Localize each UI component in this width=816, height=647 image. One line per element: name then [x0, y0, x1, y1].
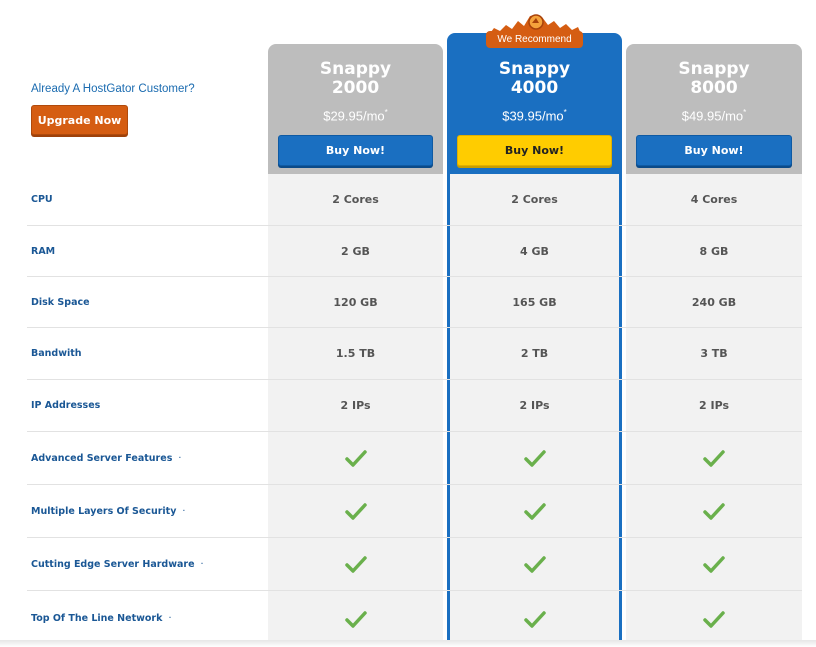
row-label-text: Cutting Edge Server Hardware: [31, 558, 195, 570]
info-icon[interactable]: ·: [178, 452, 182, 464]
plan-header-snappy-8000: [626, 44, 802, 174]
info-icon[interactable]: ·: [168, 613, 172, 624]
row-label-text: Top Of The Line Network: [31, 613, 163, 624]
plan-header-snappy-4000: [447, 33, 622, 174]
row-label-text: Bandwith: [31, 348, 82, 359]
check-icon: [345, 449, 367, 467]
check-icon: [524, 610, 546, 628]
plan-name-line2: 8000: [690, 78, 738, 98]
table-cell: 4 Cores: [690, 193, 738, 206]
row-label-text: Advanced Server Features: [31, 452, 173, 464]
table-row: [27, 485, 802, 538]
row-label: [31, 277, 90, 327]
check-icon: [524, 449, 546, 467]
table-cell: [447, 432, 622, 484]
table-cell: [268, 432, 443, 484]
row-label-text: Disk Space: [31, 296, 90, 308]
row-label: [31, 432, 181, 484]
price-asterisk: *: [563, 108, 567, 117]
check-icon: [703, 555, 725, 573]
table-cell: 8 GB: [699, 244, 729, 258]
table-cell: 2 Cores: [511, 193, 558, 206]
page-bottom-divider: [0, 640, 816, 647]
info-icon[interactable]: ·: [182, 505, 186, 517]
table-cell: 2 IPs: [699, 399, 729, 412]
table-cell: [268, 485, 443, 537]
table-cell: [447, 591, 622, 646]
plan-price: [626, 108, 802, 123]
table-cell: 2 IPs: [340, 399, 371, 412]
plan-name-line1: Snappy: [678, 59, 750, 79]
check-icon: [703, 449, 725, 467]
check-icon: [703, 610, 725, 628]
customer-prompt[interactable]: Already A HostGator Customer?: [31, 83, 195, 95]
table-row: [27, 328, 802, 380]
buy-now-button[interactable]: Buy Now!: [636, 135, 792, 166]
recommend-badge: [484, 12, 585, 48]
price-value: $49.95/mo: [681, 108, 744, 124]
row-label: [31, 174, 53, 225]
table-cell: 2 TB: [520, 347, 549, 360]
check-icon: [524, 502, 546, 520]
row-label-text: RAM: [31, 245, 56, 257]
table-cell: [447, 538, 622, 590]
table-cell: 1.5 TB: [335, 347, 376, 360]
check-icon: [524, 555, 546, 573]
check-icon: [345, 502, 367, 520]
check-icon: [345, 555, 367, 573]
table-cell: 165 GB: [512, 295, 557, 309]
plan-name-line2: 2000: [331, 78, 380, 98]
table-row: [27, 174, 802, 226]
we-recommend-label: We Recommend: [486, 31, 583, 48]
table-cell: 2 Cores: [332, 193, 379, 206]
row-label: [31, 328, 82, 379]
price-value: $39.95/mo: [502, 108, 564, 124]
table-cell: [626, 538, 802, 590]
plan-name: [268, 60, 443, 98]
table-row: [27, 380, 802, 432]
plan-header-snappy-2000: [268, 44, 443, 174]
upgrade-now-button[interactable]: Upgrade Now: [31, 105, 128, 135]
plan-price: [447, 108, 622, 123]
row-label: [31, 538, 204, 590]
table-cell: 240 GB: [691, 295, 737, 309]
table-cell: [626, 432, 802, 484]
table-row: [27, 277, 802, 328]
check-icon: [345, 610, 367, 628]
info-icon[interactable]: ·: [200, 558, 204, 570]
table-cell: 4 GB: [520, 244, 549, 258]
buy-now-button[interactable]: Buy Now!: [457, 135, 612, 166]
table-cell: [626, 591, 802, 646]
price-value: $29.95/mo: [323, 108, 385, 124]
row-label-text: IP Addresses: [31, 400, 101, 411]
table-row: [27, 591, 802, 647]
plan-name: [626, 60, 802, 98]
table-cell: [626, 485, 802, 537]
table-cell: [447, 485, 622, 537]
row-label: [31, 226, 55, 276]
row-label: [31, 485, 185, 537]
row-label-text: Multiple Layers Of Security: [31, 505, 177, 517]
plan-name-line2: 4000: [510, 78, 559, 98]
plan-name-line1: Snappy: [498, 59, 571, 79]
plan-price: [268, 108, 443, 123]
plan-name-line1: Snappy: [319, 59, 392, 79]
price-asterisk: *: [384, 108, 388, 117]
row-label-text: CPU: [31, 194, 53, 205]
price-asterisk: *: [743, 108, 747, 117]
table-row: [27, 226, 802, 277]
table-cell: [268, 591, 443, 646]
table-row: [27, 432, 802, 485]
plan-name: [447, 60, 622, 98]
buy-now-button[interactable]: Buy Now!: [278, 135, 433, 166]
row-label: [31, 591, 171, 646]
check-icon: [703, 502, 725, 520]
table-cell: 120 GB: [333, 295, 378, 309]
table-cell: 2 IPs: [519, 399, 550, 412]
table-row: [27, 538, 802, 591]
table-cell: 2 GB: [341, 244, 370, 258]
table-cell: 3 TB: [700, 347, 728, 360]
table-cell: [268, 538, 443, 590]
row-label: [31, 380, 100, 431]
